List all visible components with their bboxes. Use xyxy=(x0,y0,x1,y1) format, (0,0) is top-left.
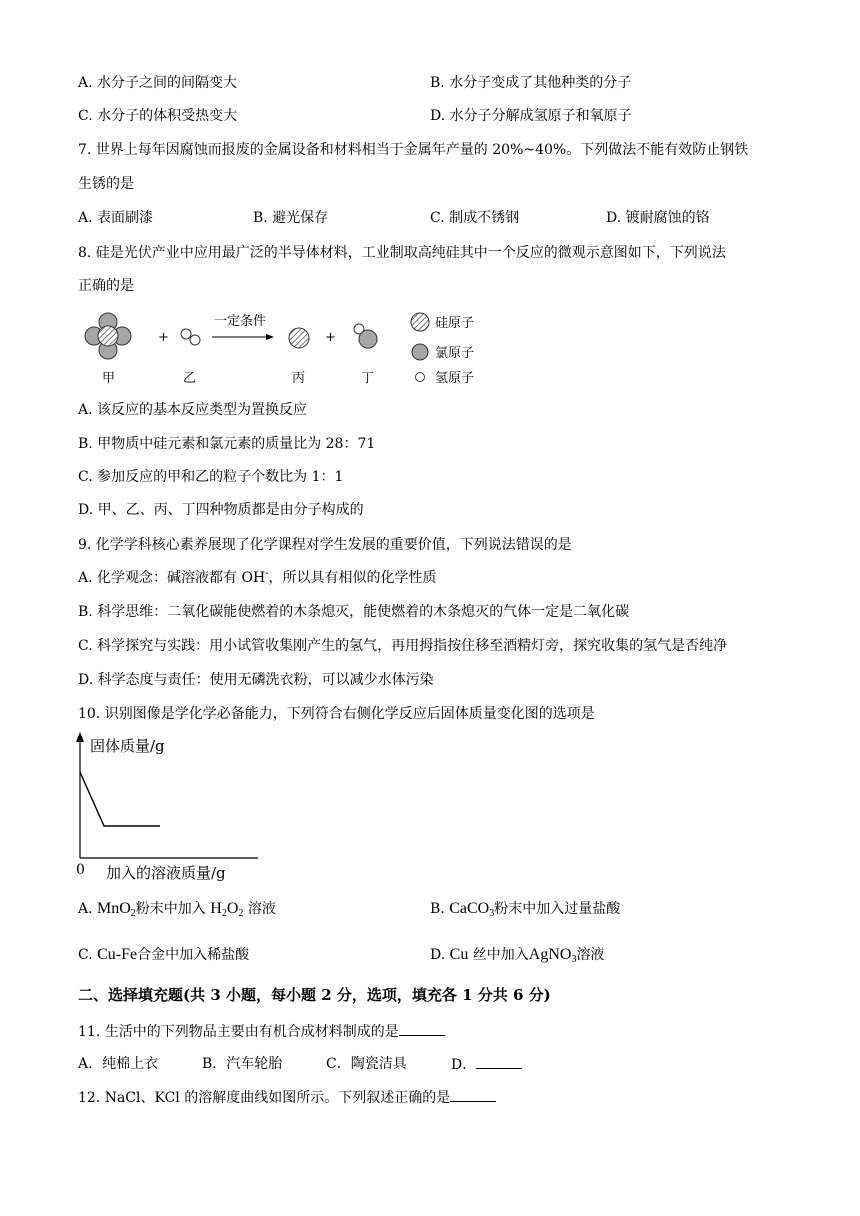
mass-curve xyxy=(80,772,160,826)
q11-option-a: A．纯棉上衣 xyxy=(78,1056,159,1072)
q9-stem: 9. 化学学科核心素养展现了化学课程对学生发展的重要价值，下列说法错误的是 xyxy=(78,537,572,553)
formula-cu-fe: Cu-Fe xyxy=(97,946,138,963)
q11-option-c: C．陶瓷洁具 xyxy=(326,1056,407,1072)
q7-option-b: B. 避光保存 xyxy=(253,210,329,226)
q6-option-b: B. 水分子变成了其他种类的分子 xyxy=(430,75,632,91)
q10-b-label: B. xyxy=(430,901,445,917)
q8-stem-line1: 8. 硅是光伏产业中应用最广泛的半导体材料，工业制取高纯硅其中一个反应的微观示意图如下，下列说法 xyxy=(78,245,726,261)
formula-cu: Cu xyxy=(449,946,469,963)
q10-c-label: C. xyxy=(78,947,93,963)
q6-option-c: C. 水分子的体积受热变大 xyxy=(78,108,238,124)
section-2-title: 二、选择填充题(共 3 小题，每小题 2 分，选项，填充各 1 分共 6 分) xyxy=(78,986,551,1004)
legend-si: 硅原子 xyxy=(435,316,475,331)
label-bing: 丙 xyxy=(292,371,306,386)
q11-option-d-blank[interactable] xyxy=(476,1054,522,1069)
label-yi: 乙 xyxy=(183,371,197,386)
q11-option-d xyxy=(451,1054,522,1075)
legend-cl: 氯原子 xyxy=(435,346,475,361)
legend-h: 氢原子 xyxy=(435,371,475,386)
x-axis-label: 加入的溶液质量/g xyxy=(106,864,226,882)
y-axis-label: 固体质量/g xyxy=(90,737,165,755)
q12-answer-blank[interactable] xyxy=(450,1087,496,1102)
q9-option-b: B. 科学思维：二氧化碳能使燃着的木条熄灭，能使燃着的木条熄灭的气体一定是二氧化碳 xyxy=(78,604,630,620)
molecule-yi xyxy=(181,329,200,345)
reaction-micro-diagram xyxy=(78,308,498,388)
q10-a-label: A. xyxy=(78,901,93,917)
q10-option-d xyxy=(430,945,604,965)
q10-c-text: 合金中加入稀盐酸 xyxy=(137,947,250,963)
q9-option-d: D. 科学态度与责任：使用无磷洗衣粉，可以减少水体污染 xyxy=(78,672,434,688)
label-jia: 甲 xyxy=(102,371,116,386)
q6-option-d: D. 水分子分解成氢原子和氧原子 xyxy=(430,108,632,124)
formula-mno2: MnO$_2$ xyxy=(97,900,136,919)
q10-option-a xyxy=(78,899,276,919)
legend xyxy=(411,313,474,386)
q11-answer-blank[interactable] xyxy=(399,1021,445,1036)
q10-d-label: D. xyxy=(430,947,446,963)
solid-mass-graph xyxy=(72,730,272,882)
q10-option-b xyxy=(430,899,620,919)
reaction-condition: 一定条件 xyxy=(214,314,267,329)
q7-option-a: A. 表面刷漆 xyxy=(78,210,154,226)
q9-a-charge: - xyxy=(265,568,269,579)
q10-b-text: 粉末中加入过量盐酸 xyxy=(494,901,621,917)
q10-a-text: 粉末中加入 xyxy=(135,901,206,917)
formula-caco3: CaCO$_3$ xyxy=(449,900,495,919)
q12-stem-text: 12. NaCl、KCl 的溶解度曲线如图所示。下列叙述正确的是 xyxy=(78,1090,451,1106)
label-ding: 丁 xyxy=(361,371,375,386)
molecule-jia xyxy=(85,313,131,359)
plus-sign-2: + xyxy=(325,330,336,345)
q10-d-text: 丝中加入 xyxy=(472,947,529,963)
q9-option-c: C. 科学探究与实践：用小试管收集刚产生的氢气，再用拇指按住移至酒精灯旁，探究收集的氢气是否纯净 xyxy=(78,638,728,654)
q7-option-c: C. 制成不锈钢 xyxy=(430,210,520,226)
q8-option-a: A. 该反应的基本反应类型为置换反应 xyxy=(78,402,308,418)
q7-stem-line1: 7. 世界上每年因腐蚀而报废的金属设备和材料相当于金属年产量的 20%~40%。下列做法不能有效防止钢铁 xyxy=(78,142,749,158)
q11-d-label: D． xyxy=(451,1057,477,1073)
q9-option-a xyxy=(78,568,437,588)
origin-label: 0 xyxy=(76,862,85,878)
q10-a-text-2: 溶液 xyxy=(247,901,276,917)
molecule-ding xyxy=(354,324,377,348)
formula-h2o2: $H_2O_2$ xyxy=(210,900,244,919)
q8-option-d: D. 甲、乙、丙、丁四种物质都是由分子构成的 xyxy=(78,502,364,518)
q11-option-b: B．汽车轮胎 xyxy=(202,1056,283,1072)
q8-option-c: C. 参加反应的甲和乙的粒子个数比为 1：1 xyxy=(78,469,344,485)
q10-option-c xyxy=(78,945,249,965)
q6-option-a: A. 水分子之间的间隔变大 xyxy=(78,75,238,91)
plus-sign-1: + xyxy=(158,330,169,345)
q7-stem-line2: 生锈的是 xyxy=(78,176,134,192)
formula-agno3: AgNO$_3$ xyxy=(528,946,577,965)
q8-stem-line2: 正确的是 xyxy=(78,278,134,294)
q11-stem xyxy=(78,1021,445,1042)
q10-stem: 10. 识别图像是学化学必备能力，下列符合右侧化学反应后固体质量变化图的选项是 xyxy=(78,706,595,722)
q10-d-text-2: 溶液 xyxy=(576,947,605,963)
q8-option-b: B. 甲物质中硅元素和氯元素的质量比为 28：71 xyxy=(78,436,376,452)
q11-stem-text: 11. 生活中的下列物品主要由有机合成材料制成的是 xyxy=(78,1024,399,1040)
q12-stem xyxy=(78,1087,496,1108)
q9-a-text-2: ，所以具有相似的化学性质 xyxy=(268,570,437,586)
q9-a-text: A. 化学观念：碱溶液都有 OH xyxy=(78,570,266,586)
q7-option-d: D. 镀耐腐蚀的铬 xyxy=(606,210,710,226)
molecule-bing xyxy=(289,328,309,348)
